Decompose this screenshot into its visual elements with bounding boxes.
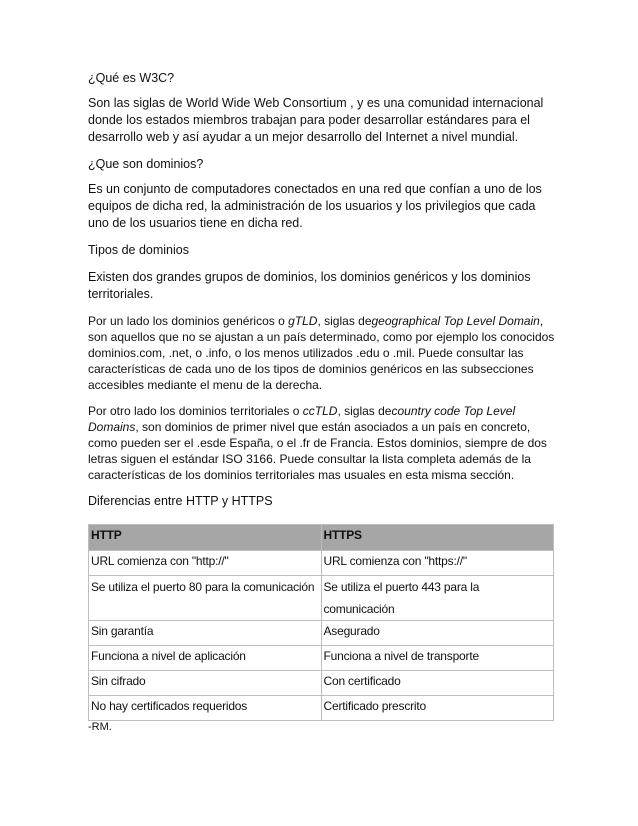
cctld-acronym: ccTLD xyxy=(302,404,338,418)
gtld-text-c: , siglas de xyxy=(317,314,372,328)
table-cell: Funciona a nivel de aplicación xyxy=(89,646,322,671)
header-http: HTTP xyxy=(89,525,322,551)
table-cell: URL comienza con "http://" xyxy=(89,551,322,576)
differences-title: Diferencias entre HTTP y HTTPS xyxy=(88,494,273,508)
table-cell: URL comienza con "https://" xyxy=(321,551,554,576)
header-https: HTTPS xyxy=(321,525,554,551)
table-header-row xyxy=(89,525,554,551)
table-cell: Certificado prescrito xyxy=(321,696,554,721)
table-cell: Se utiliza el puerto 80 para la comunicación xyxy=(89,576,322,621)
signature: -RM. xyxy=(88,721,112,733)
table-cell: Funciona a nivel de transporte xyxy=(321,646,554,671)
table-cell: Sin cifrado xyxy=(89,671,322,696)
domains-question: ¿Que son dominios? xyxy=(88,157,204,171)
table-cell: No hay certificados requeridos xyxy=(89,696,322,721)
w3c-question: ¿Qué es W3C? xyxy=(88,71,175,85)
gtld-expansion: geographical Top Level Domain xyxy=(371,314,540,328)
table-row xyxy=(89,551,554,576)
table-row xyxy=(89,621,554,646)
table-row xyxy=(89,576,554,621)
cctld-text-c: , siglas de xyxy=(337,404,392,418)
table-row xyxy=(89,671,554,696)
table-cell: Sin garantía xyxy=(89,621,322,646)
gtld-text-a: Por un lado los dominios genéricos o xyxy=(88,314,289,328)
domain-types-title: Tipos de dominios xyxy=(88,243,189,257)
table-cell: Asegurado xyxy=(321,621,554,646)
comparison-table xyxy=(88,524,554,721)
gtld-text-e: , son aquellos que no se ajustan a un país determinado, como por ejemplo los conocidos dominios.com, .net, o .info, o los menos utilizados .edu o .mil. Puede consultar las características de cada uno de los tipos de dominios genéricos en las subsecciones accesibles mediante el menu de la derecha. xyxy=(88,314,555,392)
table-cell: Se utiliza el puerto 443 para la comunicación xyxy=(321,576,554,621)
cctld-expansion: country code Top Level Domains xyxy=(88,404,516,434)
gtld-acronym: gTLD xyxy=(288,314,318,328)
cctld-text-a: Por otro lado los dominios territoriales o xyxy=(88,404,303,418)
table-row xyxy=(89,646,554,671)
domain-types-intro: Existen dos grandes grupos de dominios, los dominios genéricos y los dominios territoriales. xyxy=(88,270,531,301)
domains-answer: Es un conjunto de computadores conectados en una red que confían a uno de los equipos de dicha red, la administración de los usuarios y los privilegios que cada uno de los usuarios tiene en dicha red. xyxy=(88,182,542,230)
document-content xyxy=(88,70,558,745)
gtld-paragraph xyxy=(88,313,558,393)
cctld-paragraph xyxy=(88,403,558,483)
w3c-answer: Son las siglas de World Wide Web Consortium , y es una comunidad internacional donde los estados miembros trabajan para poder desarrollar estándares para el desarrollo web y así ayudar a un mejor desarrollo del Internet a nivel mundial. xyxy=(88,96,544,144)
table-row xyxy=(89,696,554,721)
cctld-text-e: , son dominios de primer nivel que están asociados a un país en concreto, como pueden ser el .esde España, o el .fr de Francia. Estos dominios, siempre de dos letras siguen el estándar ISO 3166. Puede consultar la lista completa además de la características de los dominios territoriales mas usuales en esta misma sección. xyxy=(88,420,547,482)
table-cell: Con certificado xyxy=(321,671,554,696)
